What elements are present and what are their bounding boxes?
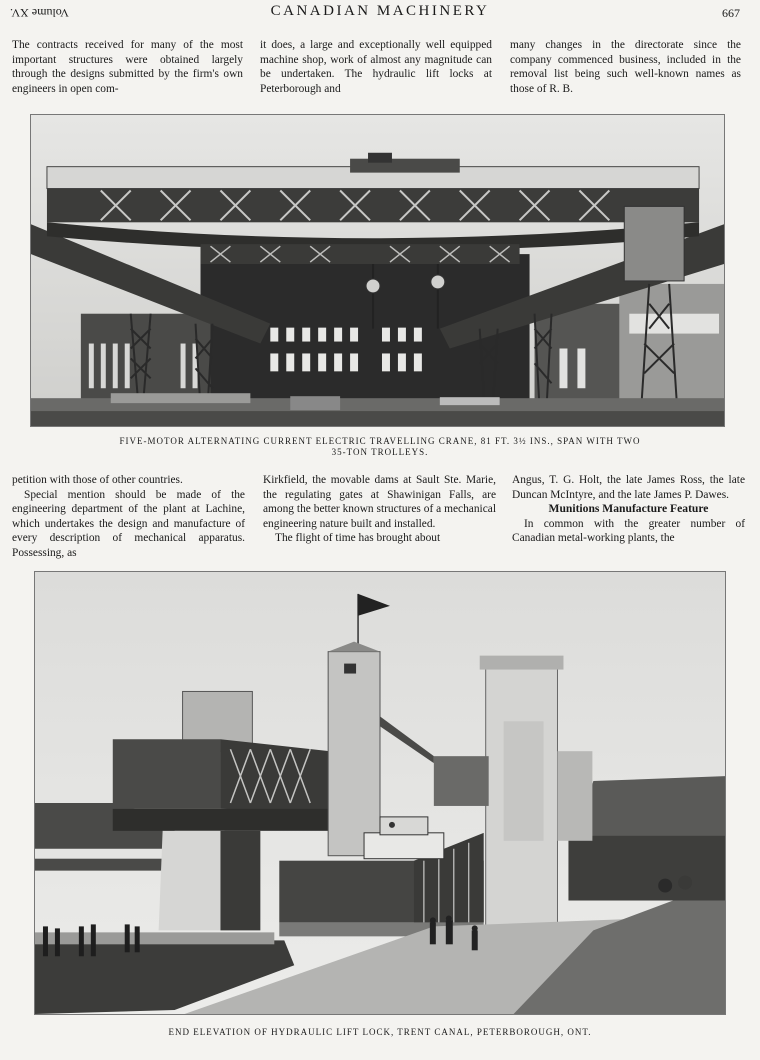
top-column-3 [510,38,741,96]
top-column-2 [260,38,492,96]
top-column-2-text: it does, a large and exceptionally well equipped machine shop, work of almost any magnitude can be undertaken. The hydraulic lift locks at Peterborough and [260,39,492,95]
middle-column-1-para-2: Special mention should be made of the engineering department of the plant at Lachine, which undertakes the design and manufacture of every description of mechanical apparatus. Possessing, as [12,488,245,559]
middle-column-1 [12,473,245,561]
crane-caption-line-1: FIVE-MOTOR ALTERNATING CURRENT ELECTRIC TRAVELLING CRANE, 81 FT. 3½ INS., SPAN WITH TWO [119,436,641,446]
middle-column-3 [512,473,745,546]
middle-column-3-para-1: Angus, T. G. Holt, the late James Ross, the late Duncan McIntyre, and the late James P. Dawes. [512,474,745,501]
volume-label: Volume XV. [10,6,69,20]
crane-photo [30,114,725,427]
lift-lock-caption: END ELEVATION OF HYDRAULIC LIFT LOCK, TRENT CANAL, PETERBOROUGH, ONT. [168,1027,592,1037]
crane-caption-line-2: 35-TON TROLLEYS. [331,447,429,457]
middle-column-2 [263,473,496,546]
middle-column-2-para-1: Kirkfield, the movable dams at Sault Ste. Marie, the regulating gates at Shawinigan Falls, are among the better known structures of a mechanical engineering nature built and installed. [263,474,496,530]
lift-lock-photo [34,571,726,1015]
page-number: 667 [722,6,740,20]
middle-column-1-para-1: petition with those of other countries. [12,474,183,486]
top-column-3-text: many changes in the directorate since the company commenced business, included in the removal list being such well-known names as those of R. B. [510,39,741,95]
top-column-1-text: The contracts received for many of the most important structures were obtained largely through the designs submitted by the firm's own engineers in open com- [12,39,243,95]
top-column-1 [12,38,243,96]
munitions-heading: Munitions Manufacture Feature [548,502,709,516]
middle-column-3-para-2: In common with the greater number of Canadian metal-working plants, the [512,517,745,545]
middle-column-2-para-2: The flight of time has brought about [275,532,441,545]
crane-caption [40,436,720,458]
journal-title: CANADIAN MACHINERY [270,3,490,19]
